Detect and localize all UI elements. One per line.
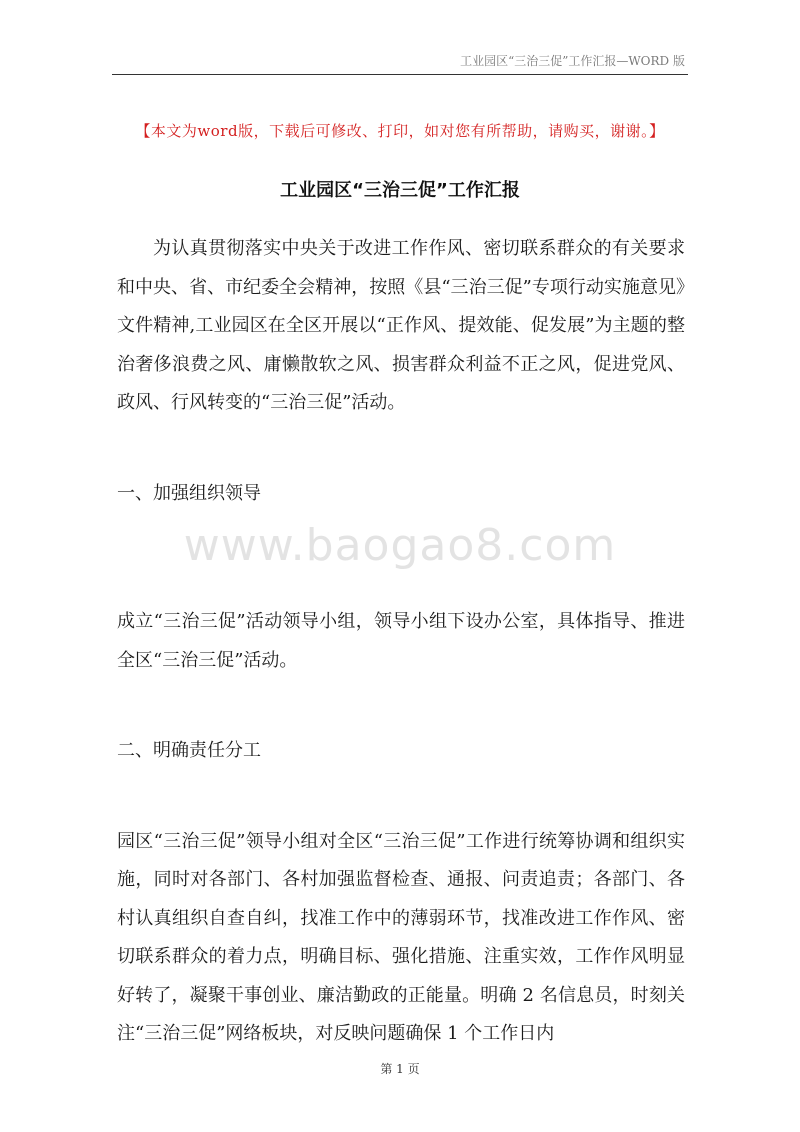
section-heading-2: 二、明确责任分工 [117,740,261,761]
spacer [117,680,685,732]
purchase-notice: 【本文为word版，下载后可修改、打印，如对您有所帮助，请购买，谢谢。】 [135,122,665,140]
page-number: 第 1 页 [380,1062,420,1076]
watermark-text: www.baogao8.com [183,520,617,571]
document-body [117,230,685,1054]
running-header: 工业园区“三治三促”工作汇报—WORD 版 [460,54,685,68]
header-divider [112,74,688,75]
document-title: 工业园区“三治三促”工作汇报 [280,180,520,201]
section-heading-1: 一、加强组织领导 [117,482,261,504]
intro-paragraph: 为认真贯彻落实中央关于改进工作作风、密切联系群众的有关要求和中央、省、市纪委全会精神，按照《县“三治三促”专项行动实施意见》文件精神,工业园区在全区开展以“正作风、提效能、促发展”为主题的整治奢侈浪费之风、庸懒散软之风、损害群众利益不正之风，促进党风、政风、行风转变的“三治三促”活动。 [117,238,685,413]
section-2-paragraph: 园区“三治三促”领导小组对全区“三治三促”工作进行统筹协调和组织实施，同时对各部门、各村加强监督检查、通报、问责追责；各部门、各村认真组织自查自纠，找准工作中的薄弱环节，找准改进工作作风、密切联系群众的着力点，明确目标、强化措施、注重实效，工作作风明显好转了，凝聚干事创业、廉洁勤政的正能量。明确 2 名信息员，时刻关注“三治三促”网络板块，对反映问题确保 1 个工作日内 [117,830,685,1044]
spacer [117,565,685,603]
section-1-paragraph: 成立“三治三促”活动领导小组，领导小组下设办公室，具体指导、推进全区“三治三促”活动。 [117,611,685,671]
spacer [117,423,685,475]
spacer [117,513,685,565]
spacer [117,771,685,823]
